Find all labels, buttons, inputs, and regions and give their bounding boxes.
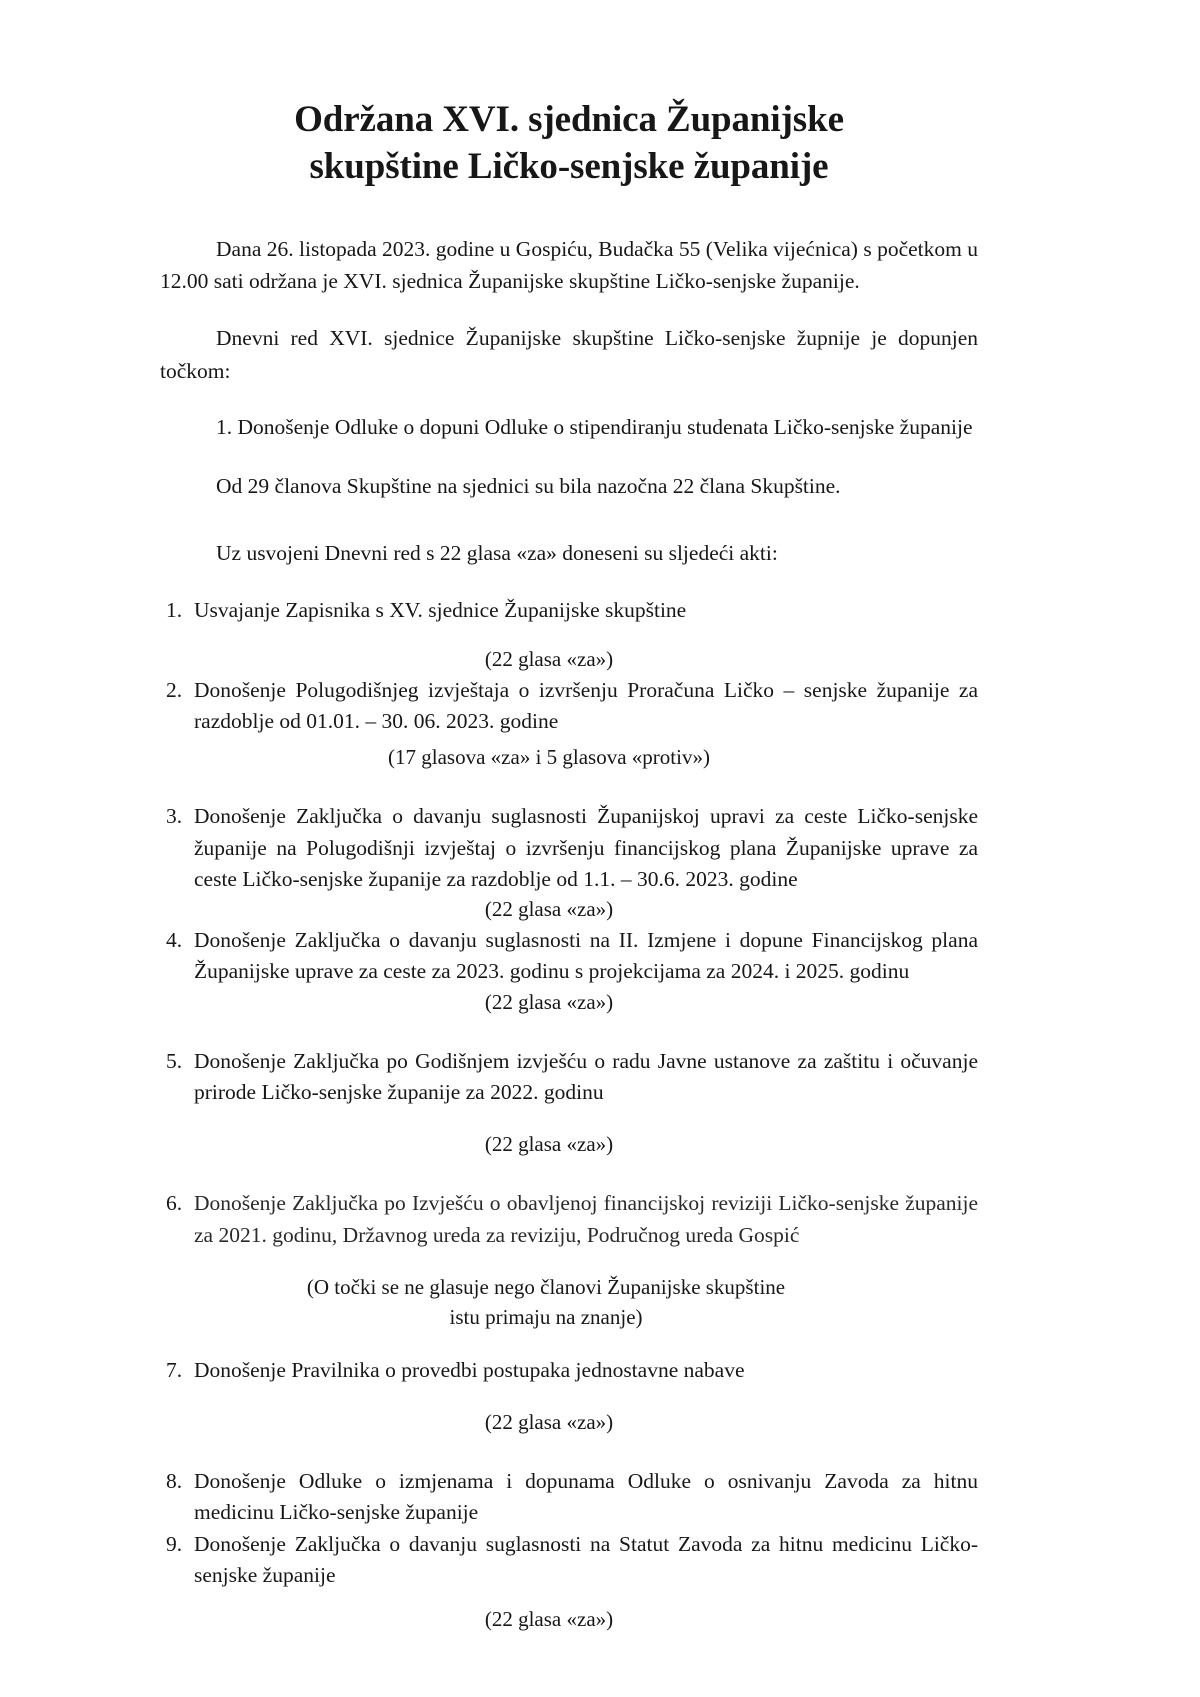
- act-item: [160, 675, 978, 738]
- attendance-paragraph: Od 29 članova Skupštine na sjednici su bila nazočna 22 člana Skupštine.: [216, 474, 841, 499]
- act-number: 3.: [166, 804, 183, 829]
- page-title: [160, 96, 978, 191]
- act-vote: (22 glasa «za»): [484, 897, 614, 922]
- act-text: Donošenje Odluke o izmjenama i dopunama Odluke o osnivanju Zavoda za hitnu medicinu Ličko-senjske županije: [194, 1468, 978, 1525]
- act-vote: (22 glasa «za»): [484, 646, 614, 671]
- act-number: 2.: [166, 677, 183, 702]
- act-item: [160, 1529, 978, 1592]
- act-vote: (O točki se ne glasuje nego članovi Županijske skupštine: [306, 1274, 786, 1299]
- act-item: [160, 1188, 978, 1251]
- act-number: 5.: [166, 1048, 183, 1073]
- page-title-line-1: Održana XVI. sjednica Županijske: [294, 99, 844, 140]
- act-item: [160, 595, 978, 626]
- agenda-added-point: 1. Donošenje Odluke o dopuni Odluke o stipendiranju studenata Ličko-senjske županije: [216, 415, 973, 440]
- act-text: Usvajanje Zapisnika s XV. sjednice Županijske skupštine: [194, 598, 687, 623]
- act-vote: (22 glasa «za»): [484, 989, 614, 1014]
- act-item: [160, 1046, 978, 1109]
- intro-paragraph: Dana 26. listopada 2023. godine u Gospiću, Budačka 55 (Velika vijećnica) s početkom u 12.00 sati održana je XVI. sjednica Županijske skupštine Ličko-senjske županije.: [160, 236, 978, 294]
- act-text: Donošenje Zaključka o davanju suglasnosti Županijskoj upravi za ceste Ličko-senjske županije na Polugodišnji izvještaj o izvršenju financijskog plana Županijske uprave za ceste Ličko-senjske županije za razdoblje od 1.1. – 30.6. 2023. godine: [194, 804, 978, 891]
- act-text: Donošenje Zaključka po Izvješću o obavljenoj financijskoj reviziji Ličko-senjske županije za 2021. godinu, Državnog ureda za reviziju, Područnog ureda Gospić: [194, 1191, 978, 1247]
- act-text: Donošenje Zaključka po Godišnjem izvješću o radu Javne ustanove za zaštitu i očuvanje prirode Ličko-senjske županije za 2022. godinu: [194, 1048, 978, 1105]
- act-item: [160, 925, 978, 988]
- act-number: 9.: [166, 1531, 183, 1556]
- act-vote: (22 glasa «za»): [484, 1409, 614, 1434]
- act-text: Donošenje Zaključka o davanju suglasnosti na Statut Zavoda za hitnu medicinu Ličko-senjske županije: [194, 1531, 978, 1587]
- act-number: 4.: [166, 928, 183, 953]
- act-item: [160, 801, 978, 895]
- act-vote: (22 glasa «za»): [484, 1132, 614, 1157]
- act-vote: (22 glasa «za»): [484, 1607, 614, 1632]
- act-text: Donošenje Polugodišnjeg izvještaja o izvršenju Proračuna Ličko – senjske županije za razdoblje od 01.01. – 30. 06. 2023. godine: [194, 677, 978, 733]
- act-vote-line-2: istu primaju na znanje): [449, 1304, 643, 1329]
- act-number: 7.: [166, 1357, 183, 1382]
- page-title-line-2: skupštine Ličko-senjske županije: [309, 146, 829, 188]
- agenda-paragraph: Dnevni red XVI. sjednice Županijske skupštine Ličko-senjske župnije je dopunjen točkom:: [160, 326, 978, 383]
- act-text: Donošenje Zaključka o davanju suglasnosti na II. Izmjene i dopune Financijskog plana Županijske uprave za ceste za 2023. godinu s projekcijama za 2024. i 2025. godinu: [194, 928, 978, 984]
- act-number: 1.: [166, 598, 183, 623]
- act-text: Donošenje Pravilnika o provedbi postupaka jednostavne nabave: [194, 1357, 745, 1382]
- act-number: 8.: [166, 1468, 183, 1493]
- act-item: [160, 1355, 978, 1386]
- act-number: 6.: [166, 1191, 183, 1216]
- act-vote: (17 glasova «za» i 5 glasova «protiv»): [388, 745, 710, 770]
- act-item: [160, 1466, 978, 1529]
- adopted-acts-intro: Uz usvojeni Dnevni red s 22 glasa «za» doneseni su sljedeći akti:: [216, 540, 778, 565]
